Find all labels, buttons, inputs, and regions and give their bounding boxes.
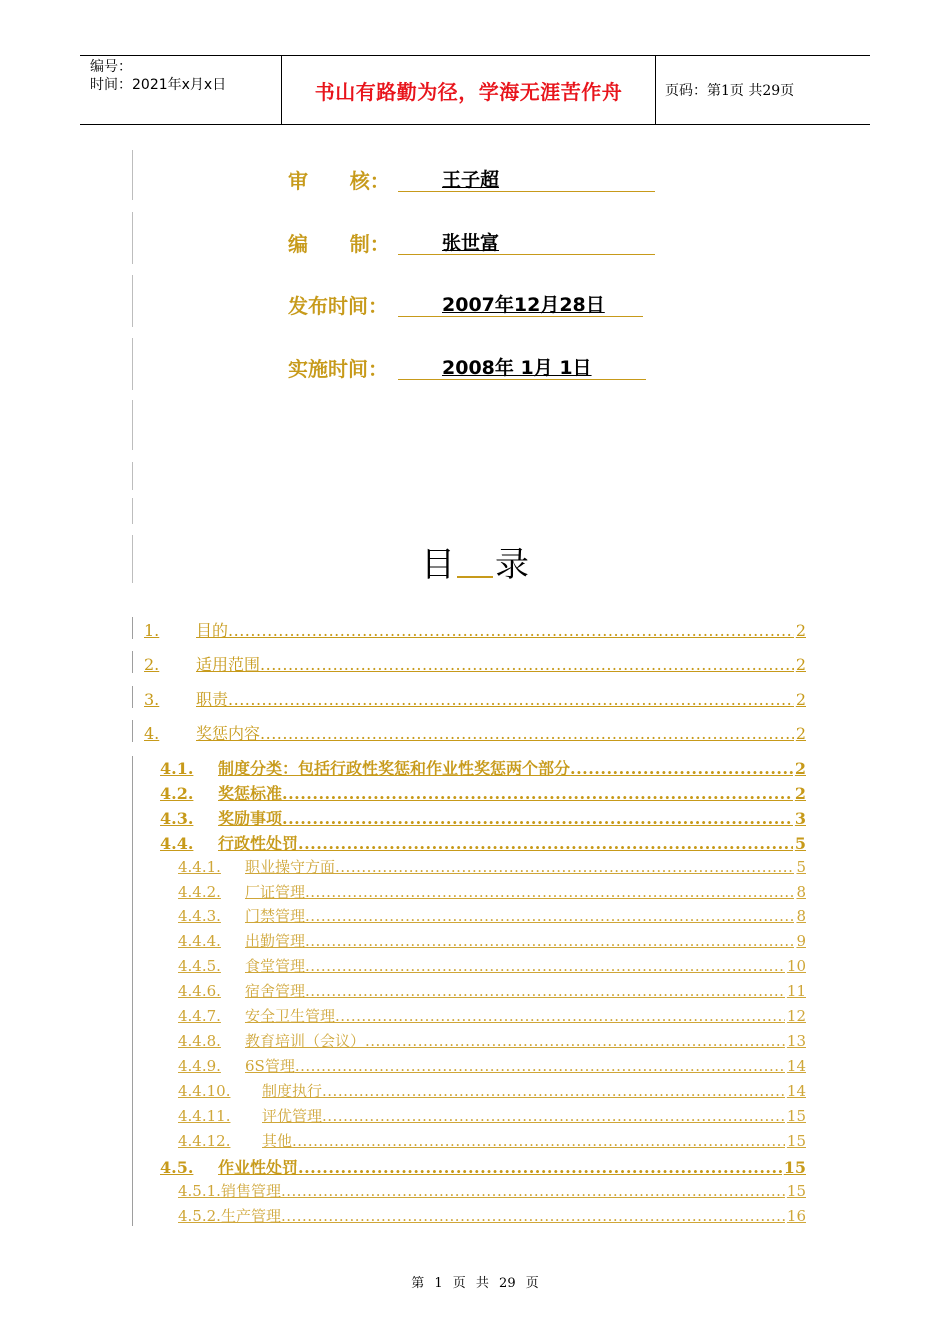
toc-entry[interactable]: 4.5.2. 生产管理 ..... 16 <box>178 1205 806 1226</box>
toc-entry[interactable]: 4. 奖惩内容 ..... 2 <box>144 721 806 744</box>
field-value-line <box>398 290 643 317</box>
field-value: 张世富 <box>442 232 500 254</box>
page-footer: 第 1 页 共 29 页 <box>411 1276 539 1291</box>
margin-mark <box>132 150 133 200</box>
field-value: 2007年12月28日 <box>442 294 605 316</box>
toc-entry[interactable]: 4.4.8. 教育培训（会议） ..... 13 <box>178 1030 806 1051</box>
field-label: 编 制： <box>288 232 390 256</box>
margin-mark <box>132 338 133 390</box>
margin-mark <box>132 498 133 524</box>
field-value-line <box>398 228 655 255</box>
toc-entry[interactable]: 4.3. 奖励事项 ..... 3 <box>160 806 806 829</box>
toc-entry[interactable]: 4.4.9. 6S管理 ..... 14 <box>178 1055 806 1076</box>
header-page-info: 页码：第1页 共29页 <box>665 83 795 99</box>
toc-title-right: 录 <box>495 545 529 585</box>
toc-entry[interactable]: 4.4.4. 出勤管理 ..... 9 <box>178 930 806 951</box>
toc-margin-mark <box>132 720 133 742</box>
field-value-line <box>398 353 646 380</box>
toc-entry[interactable]: 4.4.11. 评优管理 ..... 15 <box>178 1105 806 1126</box>
margin-mark <box>132 275 133 327</box>
toc-entry[interactable]: 4.4.6. 宿舍管理 ..... 11 <box>178 980 806 1001</box>
field-value: 王子超 <box>442 169 500 191</box>
field-value-line <box>398 165 655 192</box>
toc-entry[interactable]: 4.4.7. 安全卫生管理 ..... 12 <box>178 1005 806 1026</box>
toc-entry[interactable]: 4.1. 制度分类：包括行政性奖惩和作业性奖惩两个部分 ..... 2 <box>160 756 806 779</box>
toc-margin-mark <box>132 756 133 1226</box>
toc-title <box>0 537 950 586</box>
field-label: 审 核： <box>288 169 390 193</box>
header-meta <box>90 58 226 94</box>
toc-entry[interactable]: 2. 适用范围 ..... 2 <box>144 652 806 675</box>
number-label: 编号： <box>90 59 132 75</box>
toc-title-left: 目 <box>421 545 455 585</box>
toc-entry[interactable]: 4.4. 行政性处罚 ..... 5 <box>160 831 806 854</box>
toc-entry[interactable]: 4.4.2. 厂证管理 ..... 8 <box>178 881 806 902</box>
toc-entry[interactable]: 4.5.1. 销售管理 ..... 15 <box>178 1180 806 1201</box>
toc-entry[interactable]: 4.5. 作业性处罚 ..... 15 <box>160 1155 806 1178</box>
toc-entry[interactable]: 4.2. 奖惩标准 ..... 2 <box>160 781 806 804</box>
toc-margin-mark <box>132 651 133 673</box>
toc-entry[interactable]: 4.4.12. 其他 ..... 15 <box>178 1130 806 1151</box>
margin-mark <box>132 462 133 490</box>
toc-entry[interactable]: 4.4.5. 食堂管理 ..... 10 <box>178 955 806 976</box>
time-label: 时间：2021年x月x日 <box>90 77 227 93</box>
toc-entry[interactable]: 3. 职责 ..... 2 <box>144 687 806 710</box>
field-label: 实施时间： <box>288 357 388 381</box>
margin-mark <box>132 400 133 450</box>
toc-margin-mark <box>132 617 133 639</box>
toc-margin-mark <box>132 686 133 708</box>
page-header <box>80 55 870 125</box>
toc-entry[interactable]: 4.4.1. 职业操守方面 ..... 5 <box>178 856 806 877</box>
header-divider <box>655 56 656 124</box>
field-value: 2008年 1月 1日 <box>442 357 592 379</box>
margin-mark <box>132 212 133 264</box>
toc-entry[interactable]: 4.4.10. 制度执行 ..... 14 <box>178 1080 806 1101</box>
toc-entry[interactable]: 1. 目的 ..... 2 <box>144 618 806 641</box>
toc-entry[interactable]: 4.4.3. 门禁管理 ..... 8 <box>178 905 806 926</box>
field-label: 发布时间： <box>288 294 388 318</box>
header-motto: 书山有路勤为径，学海无涯苦作舟 <box>314 79 623 104</box>
